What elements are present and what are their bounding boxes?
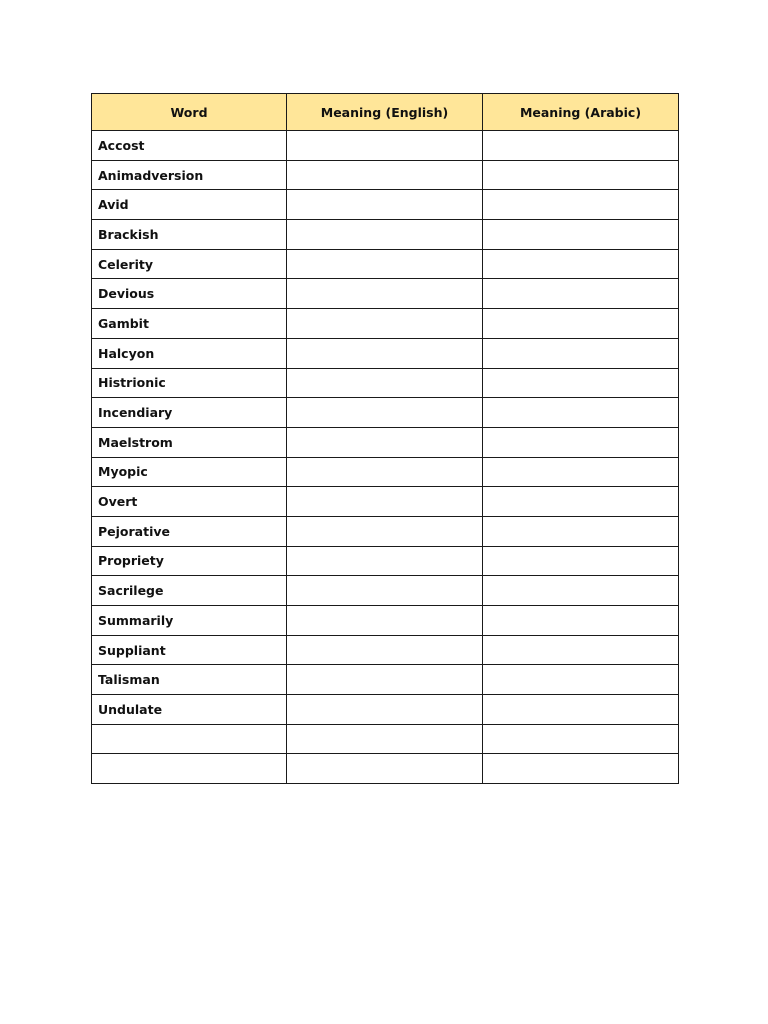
word-cell: Pejorative (92, 516, 287, 546)
meaning-english-cell[interactable] (287, 309, 483, 339)
table-row (92, 220, 679, 250)
word-cell: Myopic (92, 457, 287, 487)
meaning-arabic-cell[interactable] (483, 606, 679, 636)
word-cell (92, 724, 287, 754)
table-row (92, 398, 679, 428)
table-row (92, 576, 679, 606)
word-cell: Suppliant (92, 635, 287, 665)
meaning-arabic-cell[interactable] (483, 220, 679, 250)
meaning-arabic-cell[interactable] (483, 546, 679, 576)
word-cell: Incendiary (92, 398, 287, 428)
meaning-arabic-cell[interactable] (483, 190, 679, 220)
meaning-arabic-cell[interactable] (483, 368, 679, 398)
table-row (92, 546, 679, 576)
word-cell: Celerity (92, 249, 287, 279)
table-row (92, 665, 679, 695)
meaning-english-cell[interactable] (287, 398, 483, 428)
meaning-arabic-cell[interactable] (483, 635, 679, 665)
word-cell: Animadversion (92, 160, 287, 190)
meaning-english-cell[interactable] (287, 338, 483, 368)
header-word: Word (92, 94, 287, 131)
table-header (92, 94, 679, 131)
meaning-english-cell[interactable] (287, 487, 483, 517)
word-cell: Halcyon (92, 338, 287, 368)
meaning-english-cell[interactable] (287, 724, 483, 754)
table-row (92, 368, 679, 398)
meaning-english-cell[interactable] (287, 279, 483, 309)
word-cell: Gambit (92, 309, 287, 339)
word-cell: Histrionic (92, 368, 287, 398)
meaning-english-cell[interactable] (287, 754, 483, 784)
table-row (92, 279, 679, 309)
meaning-english-cell[interactable] (287, 546, 483, 576)
table-row (92, 724, 679, 754)
table-row (92, 190, 679, 220)
word-cell: Overt (92, 487, 287, 517)
meaning-english-cell[interactable] (287, 635, 483, 665)
vocabulary-table (91, 93, 679, 784)
word-cell: Undulate (92, 695, 287, 725)
meaning-english-cell[interactable] (287, 427, 483, 457)
word-cell: Summarily (92, 606, 287, 636)
word-cell: Avid (92, 190, 287, 220)
meaning-arabic-cell[interactable] (483, 487, 679, 517)
meaning-english-cell[interactable] (287, 665, 483, 695)
table-row (92, 131, 679, 161)
meaning-arabic-cell[interactable] (483, 279, 679, 309)
meaning-arabic-cell[interactable] (483, 457, 679, 487)
table-row (92, 695, 679, 725)
word-cell: Maelstrom (92, 427, 287, 457)
meaning-english-cell[interactable] (287, 516, 483, 546)
meaning-arabic-cell[interactable] (483, 724, 679, 754)
word-cell (92, 754, 287, 784)
table-row (92, 457, 679, 487)
table-row (92, 309, 679, 339)
meaning-english-cell[interactable] (287, 249, 483, 279)
meaning-english-cell[interactable] (287, 220, 483, 250)
meaning-english-cell[interactable] (287, 160, 483, 190)
meaning-english-cell[interactable] (287, 695, 483, 725)
table-row (92, 754, 679, 784)
table-row (92, 338, 679, 368)
table-row (92, 635, 679, 665)
table-row (92, 249, 679, 279)
word-cell: Propriety (92, 546, 287, 576)
meaning-arabic-cell[interactable] (483, 427, 679, 457)
meaning-english-cell[interactable] (287, 368, 483, 398)
meaning-english-cell[interactable] (287, 576, 483, 606)
meaning-arabic-cell[interactable] (483, 309, 679, 339)
table-row (92, 487, 679, 517)
meaning-arabic-cell[interactable] (483, 516, 679, 546)
table-row (92, 160, 679, 190)
meaning-english-cell[interactable] (287, 457, 483, 487)
word-cell: Sacrilege (92, 576, 287, 606)
meaning-english-cell[interactable] (287, 190, 483, 220)
meaning-arabic-cell[interactable] (483, 249, 679, 279)
meaning-arabic-cell[interactable] (483, 338, 679, 368)
table-row (92, 606, 679, 636)
meaning-english-cell[interactable] (287, 606, 483, 636)
meaning-arabic-cell[interactable] (483, 754, 679, 784)
meaning-english-cell[interactable] (287, 131, 483, 161)
header-meaning-arabic: Meaning (Arabic) (483, 94, 679, 131)
meaning-arabic-cell[interactable] (483, 665, 679, 695)
meaning-arabic-cell[interactable] (483, 398, 679, 428)
table-row (92, 427, 679, 457)
table-row (92, 516, 679, 546)
word-cell: Talisman (92, 665, 287, 695)
word-cell: Brackish (92, 220, 287, 250)
header-meaning-english: Meaning (English) (287, 94, 483, 131)
word-cell: Devious (92, 279, 287, 309)
table-body (92, 131, 679, 784)
meaning-arabic-cell[interactable] (483, 695, 679, 725)
meaning-arabic-cell[interactable] (483, 131, 679, 161)
meaning-arabic-cell[interactable] (483, 576, 679, 606)
word-cell: Accost (92, 131, 287, 161)
meaning-arabic-cell[interactable] (483, 160, 679, 190)
header-row (92, 94, 679, 131)
